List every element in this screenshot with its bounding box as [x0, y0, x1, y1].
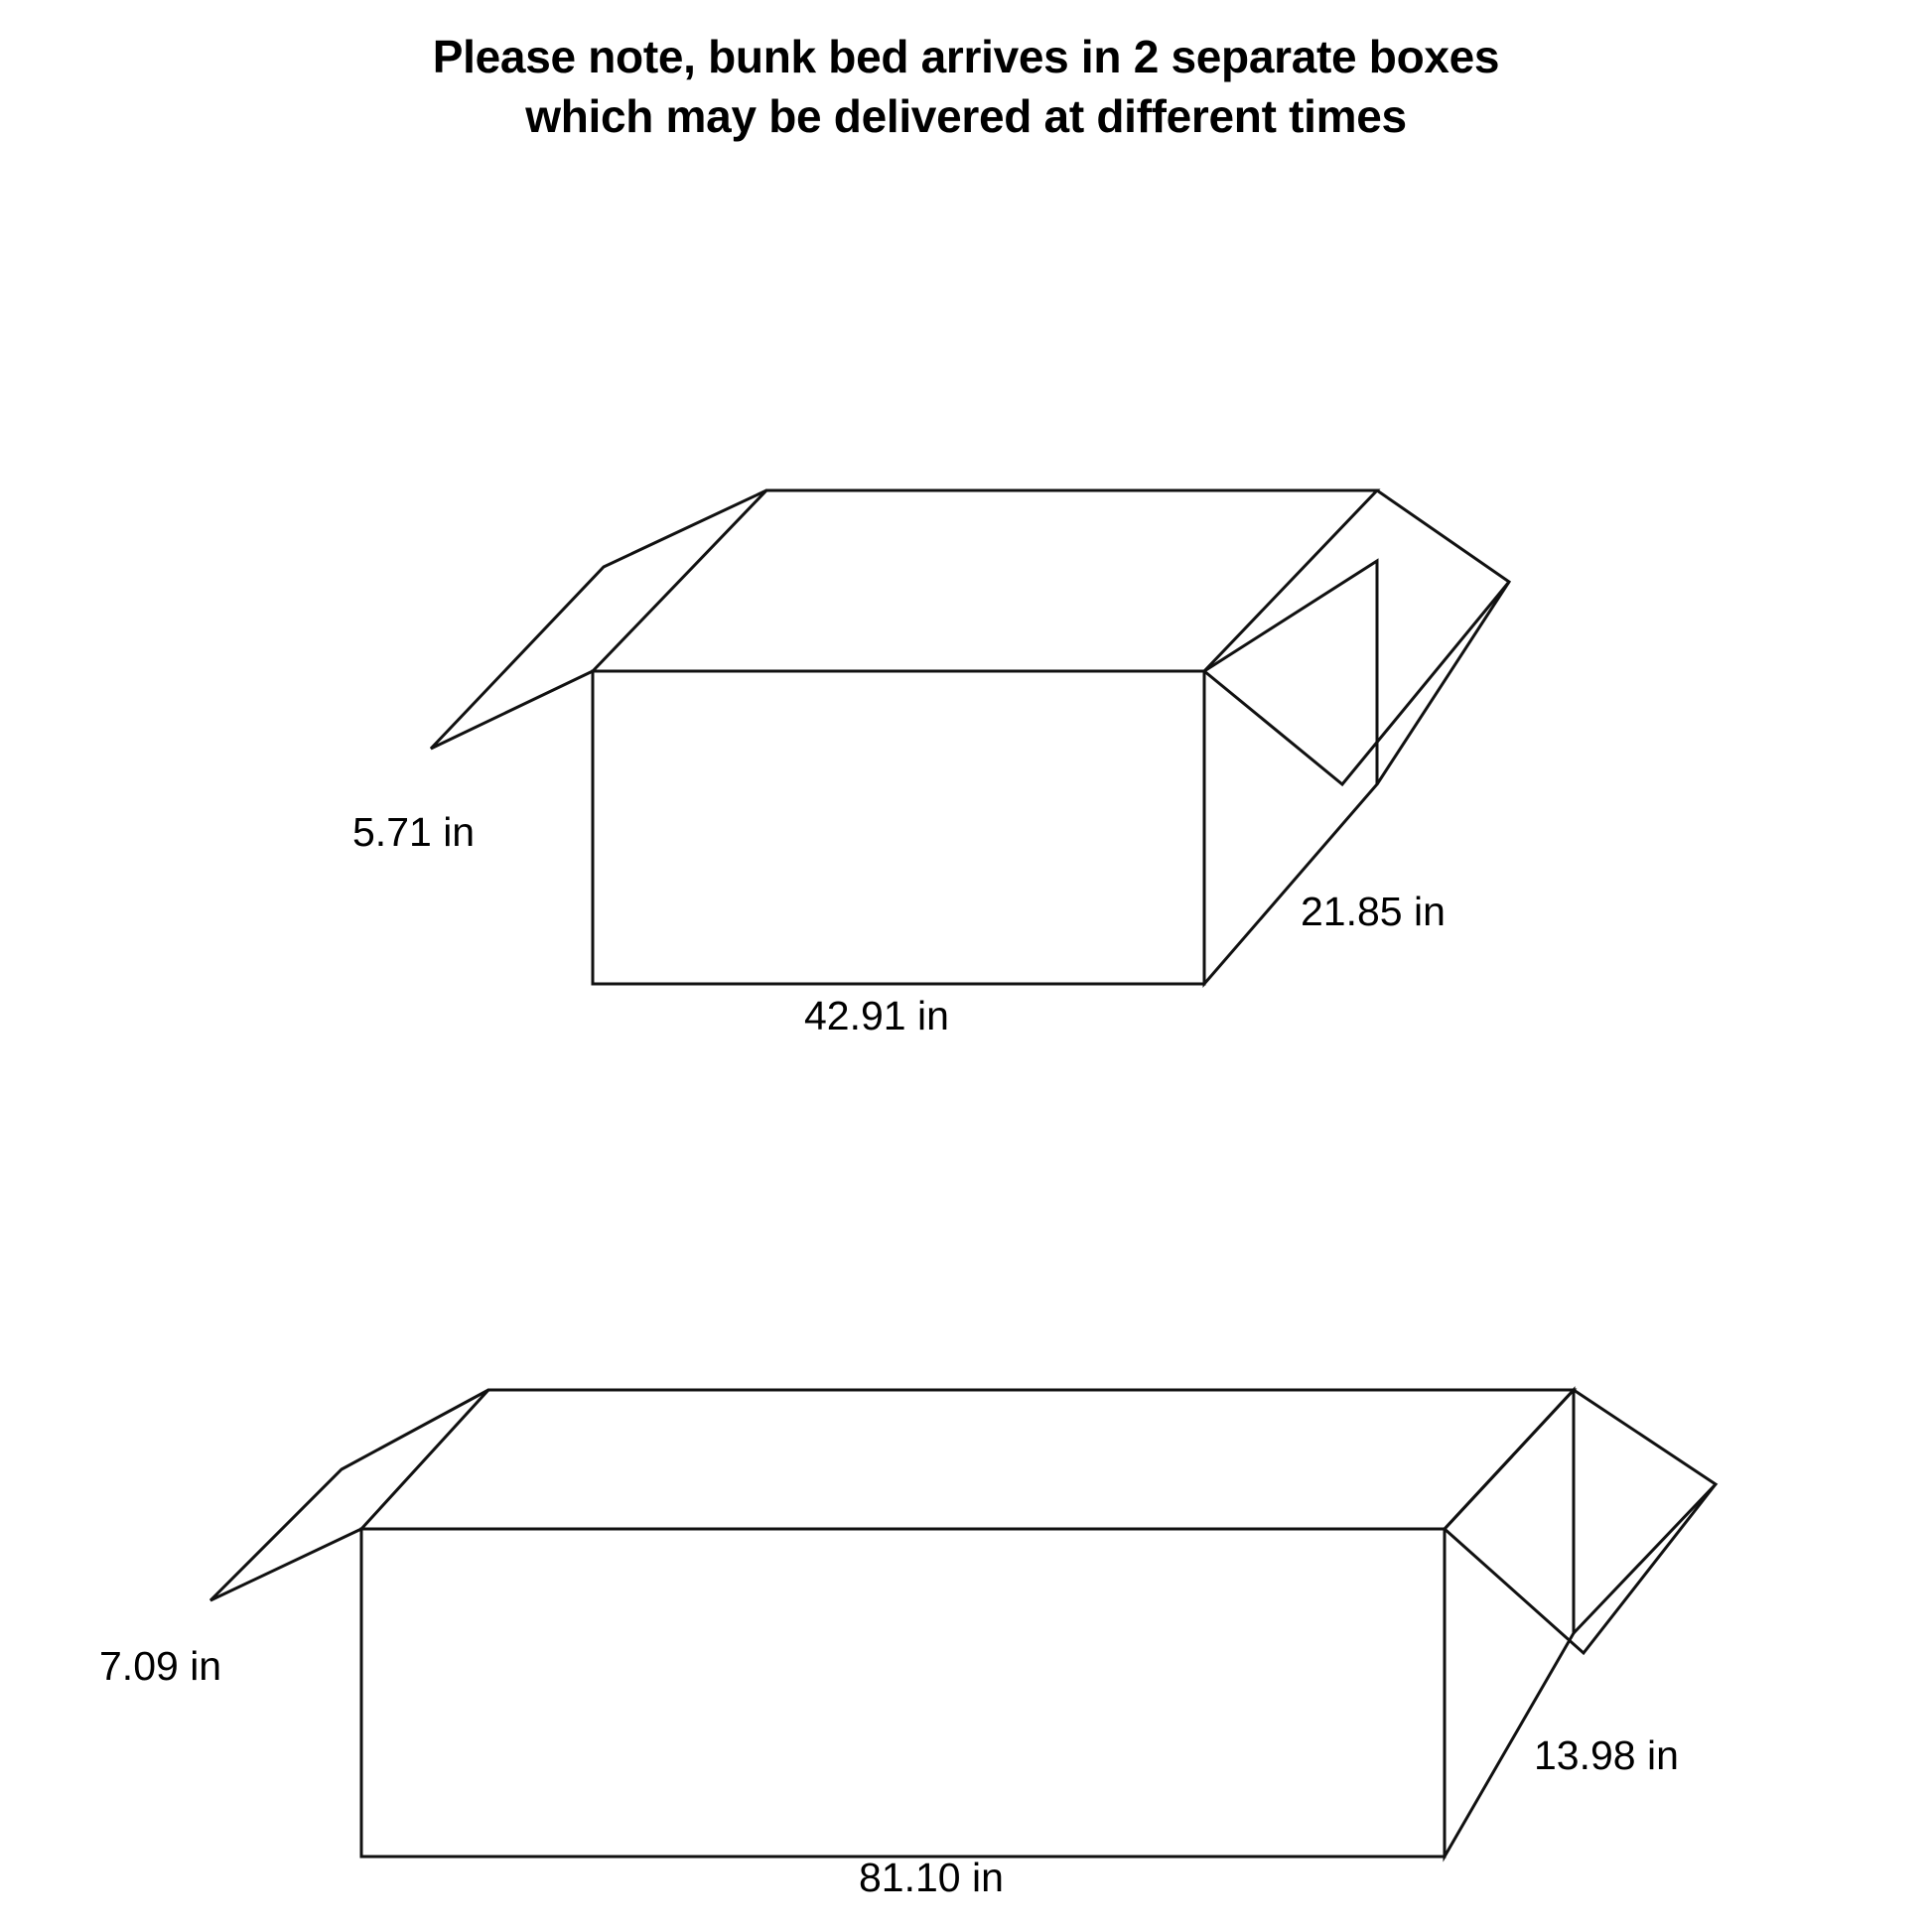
box-2-left-flap — [210, 1390, 488, 1600]
box-1-left-flap — [431, 490, 766, 749]
box-2-height-label: 7.09 in — [99, 1643, 222, 1689]
box-1-width-label: 42.91 in — [804, 993, 949, 1038]
box-1-right-flap-outer — [1377, 490, 1509, 784]
shipping-note-line-2: which may be delivered at different times — [525, 89, 1407, 142]
box-1-front-face — [593, 671, 1204, 984]
box-2-illustration — [210, 1390, 1716, 1857]
box-1-depth-label: 21.85 in — [1301, 889, 1446, 934]
box-2-width-label: 81.10 in — [859, 1855, 1004, 1900]
box-1-right-flap-inner — [1204, 582, 1509, 784]
box-2-top-face — [361, 1390, 1574, 1529]
shipping-note-line-1: Please note, bunk bed arrives in 2 separate boxes — [432, 31, 1500, 82]
box-2-depth-label: 13.98 in — [1534, 1732, 1679, 1778]
box-2-front-face — [361, 1529, 1445, 1857]
box-1-height-label: 5.71 in — [352, 809, 476, 855]
